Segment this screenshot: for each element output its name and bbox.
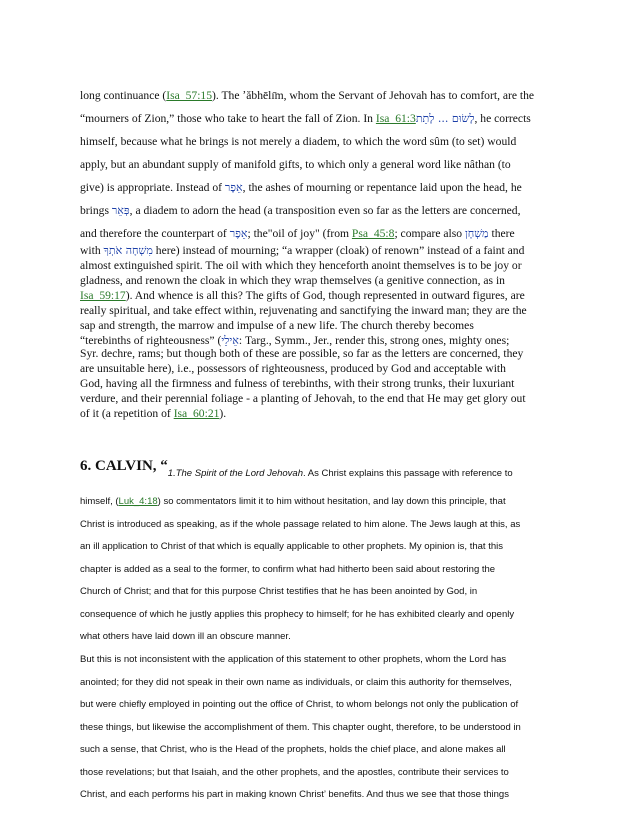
text-line [80,258,566,273]
text: here) instead of mourning; “a wrapper (cloak) of renown” instead of a faint and [152,244,525,257]
hebrew-text: פְּאֵר [111,204,130,217]
text: himself, because what he brings is not merely a diadem, to which the word sûm (to set) would [80,135,517,148]
text: . As Christ explains this passage with reference to [303,468,513,479]
text: , he corrects [474,112,531,125]
text: Christ is introduced as speaking, as if the whole passage related to him alone. The Jews laugh at this, as [80,518,521,530]
text: brings [80,204,112,217]
scripture-link[interactable]: Isa_60:21 [173,407,220,420]
text: : Targ., Symm., Jer., render this, strong ones, mighty ones; [238,334,510,347]
paragraph-delitzsch-2 [80,243,566,348]
text: what others have laid down ill an obscure manner. [80,631,291,642]
text-line [80,176,566,199]
scripture-link[interactable]: Isa_61:3 [375,112,416,125]
text: long continuance ( [80,89,167,102]
hebrew-text: אֵפֶר [229,227,248,240]
paragraph-calvin-1 [80,491,566,649]
text: these things, but likewise the accomplishment of them. This chapter ought, therefore, to be understood in [80,721,521,733]
text: of it (a repetition of [80,407,174,420]
text: ). [219,407,227,420]
text-line [80,361,566,376]
text: , the ashes of mourning or repentance laid upon the head, he [242,181,522,194]
text-line [80,514,566,537]
text: give) is appropriate. Instead of [80,181,225,194]
text: ). And whence is all this? The gifts of God, though represented in outward figures, are [125,289,525,302]
text-line [80,626,566,649]
section-heading [80,458,513,479]
scripture-link[interactable]: Isa_57:15 [166,89,213,102]
text-line [80,199,566,222]
hebrew-text: לָשׂוּם ... לָתֵת [415,112,475,125]
text: are unsuitable here), i.e., possessors of righteousness, produced by God and acceptable with [80,362,506,375]
text-line [80,107,566,130]
text: ; compare also [394,227,465,240]
text-line [80,604,566,627]
text-line [80,784,566,807]
text: Church of Christ; and that for this purpose Christ testifies that he has been anointed by God, in [80,586,478,597]
hebrew-text: מִשְׁחָה אֹתְךָ [103,244,153,257]
text-line [80,222,566,245]
text-line [80,536,566,559]
text-line [80,491,566,514]
text-line [80,376,566,391]
text-line [80,391,566,406]
text-line [80,581,566,604]
scripture-link[interactable]: Luk_4:18 [118,496,158,507]
text-line [80,649,566,672]
text: ). The ʼăbhēlı̄m, whom the Servant of Jehovah has to comfort, are the [212,89,535,102]
hebrew-text: אֵילֵי [221,334,239,347]
text: such a sense, that Christ, who is the Head of the prophets, holds the chief place, and alone makes all [80,744,506,755]
text: ) so commentators limit it to him without hesitation, and lay down this principle, that [157,496,506,507]
text-line [80,739,566,762]
text-line [80,243,566,258]
text-line [80,717,566,740]
text-line [80,762,566,785]
text-line [80,346,566,361]
text: , a diadem to adorn the head (a transposition even so far as the letters are concerned, [129,204,521,217]
text: sap and strength, the marrow and impulse of a new life. The church thereby becomes [80,319,474,332]
text: but were chiefly employed in pointing out the office of Christ, to whom belongs not only the publication of [80,699,519,710]
text-line [80,288,566,303]
text: Christ, and each performs his part in making known Christ’ benefits. And thus we see that those things [80,789,509,800]
text-line [80,303,566,318]
text-line [80,672,566,695]
heading-subtext [168,468,513,479]
text: and therefore the counterpart of [80,227,230,240]
heading-subtitle-italic: 1.The Spirit of the Lord Jehovah [167,468,303,479]
text: there [488,227,515,240]
text: an ill application to Christ of that which is equally applicable to other prophets. My opinion is, that this [80,541,503,552]
text: “terebinths of righteousness” ( [80,334,222,347]
text: ; the"oil of joy" (from [247,227,352,240]
hebrew-text: מַשְׁחָן [464,227,489,240]
text: verdure, and their perennial foliage - a planting of Jehovah, to the end that He may get glory out [80,392,526,405]
text: apply, but an abundant supply of manifold gifts, to which only a general word like nâthan (to [80,158,511,171]
text-line [80,318,566,333]
hebrew-text: אֵפֶר [224,181,243,194]
text: anointed; for they did not speak in their own name as individuals, or claim this authority for themselves, [80,676,512,688]
paragraph-delitzsch-3 [80,346,566,421]
text: God, having all the firmness and fulness of terebinths, with their strong trunks, their luxuriant [80,377,515,390]
text-line [80,84,566,107]
text: those revelations; but that Isaiah, and the other prophets, and the apostles, contribute their services to [80,766,509,778]
text: with [80,244,104,257]
text-line [80,153,566,176]
text: chapter is added as a seal to the former, to confirm what had hitherto been said about restoring the [80,563,496,575]
text-line [80,130,566,153]
text: himself, ( [80,496,119,507]
paragraph-delitzsch-1 [80,84,566,245]
text: “mourners of Zion,” those who take to heart the fall of Zion. In [80,112,376,125]
paragraph-calvin-2 [80,649,566,807]
text: almost extinguished spirit. The oil with which they henceforth anoint themselves is to be joy or [80,259,522,272]
scripture-link[interactable]: Psa_45:8 [351,227,395,240]
text-line [80,406,566,421]
text: really spiritual, and take effect within, rejuvenating and sanctifying the inward man; they are the [80,304,527,317]
heading-title: 6. CALVIN, “ [80,458,168,474]
text-line [80,694,566,717]
text: But this is not inconsistent with the application of this statement to other prophets, whom the Lord has [80,654,507,665]
text: consequence of which he justly applies this prophecy to himself; for he has exhibited clearly and openly [80,608,515,620]
text-line [80,273,566,288]
text-line [80,559,566,582]
scripture-link[interactable]: Isa_59:17 [80,289,126,302]
text: gladness, and renown the cloak in which they wrap themselves (a genitive connection, as in [80,274,505,287]
text: Syr. dechre, rams; but though both of these are possible, so far as the letters are concerned, they [80,347,524,360]
